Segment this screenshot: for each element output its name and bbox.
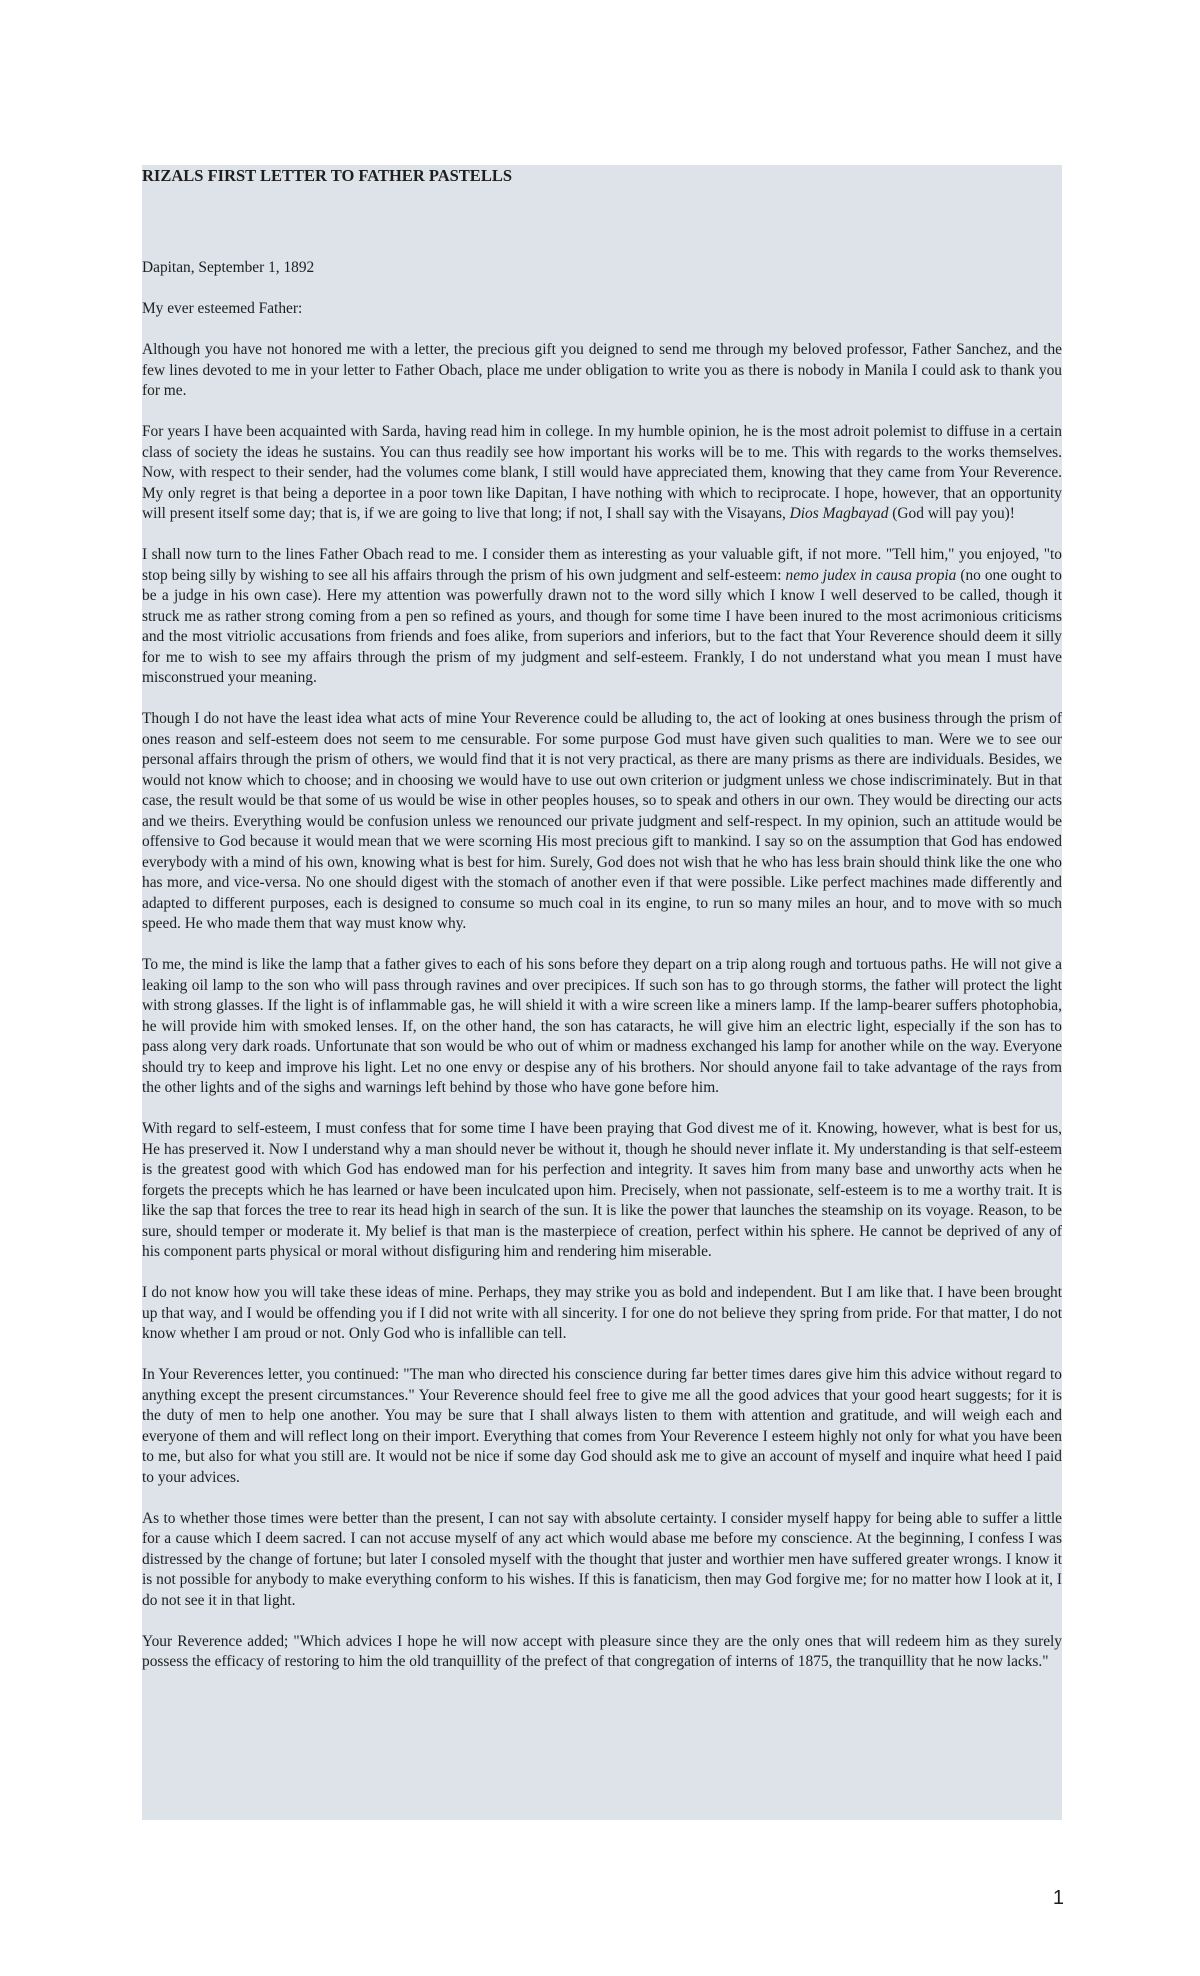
letter-body	[142, 258, 1062, 1693]
paragraph-text: For years I have been acquainted with Sarda, having read him in college. In my humble opinion, he is the most adroit polemist to diffuse in a certain class of society the ideas he sustains. You can thus readily see how important his works will be to me. This with regards to the works themselves. Now, with respect to their sender, had the volumes come blank, I still would have appreciated them, knowing that they came from Your Reverence. My only regret is that being a deportee in a poor town like Dapitan, I have nothing with which to reciprocate. I hope, however, that an opportunity will present itself some day; that is, if we are going to live that long; if not, I shall say with the Visayans,	[142, 423, 1062, 522]
italic-phrase: nemo judex in causa propia	[785, 566, 957, 584]
dateline: Dapitan, September 1, 1892	[142, 259, 315, 276]
paragraph-text: To me, the mind is like the lamp that a father gives to each of his sons before they depart on a trip along rough and tortuous paths. He will not give a leaking oil lamp to the son who will pass through ravines and over precipices. If such son has to go through storms, the father will protect the light with strong glasses. If the light is of inflammable gas, he will shield it with a wire screen like a miners lamp. If the lamp-bearer suffers photophobia, he will provide him with smoked lenses. If, on the other hand, the son has cataracts, he will give him an electric light, especially if the son has to pass along very dark roads. Unfortunate that son would be who out of whim or madness exchanged his lamp for another while on the way. Everyone should try to keep and improve his light. Let no one envy or despise any of his brothers. Nor should anyone fail to take advantage of the rays from the other lights and of the sighs and warnings left behind by those who have gone before him.	[142, 956, 1062, 1096]
page-number: 1	[1052, 1887, 1064, 1909]
paragraph-text: I do not know how you will take these ideas of mine. Perhaps, they may strike you as bold and independent. But I am like that. I have been brought up that way, and I would be offending you if I did not write with all sincerity. I for one do not believe they spring from pride. For that matter, I do not know whether I am proud or not. Only God who is infallible can tell.	[142, 1284, 1062, 1342]
paragraph-4	[142, 709, 1062, 935]
paragraph-8	[142, 1365, 1062, 1488]
salutation: My ever esteemed Father:	[142, 300, 303, 317]
paragraph-text: (no one ought to be a judge in his own case). Here my attention was powerfully drawn not to the word silly which I know I well deserved to be called, though it struck me as rather strong coming from a pen so refined as yours, and though for some time I have been inured to the most acrimonious criticisms and the most vitriolic accusations from friends and foes alike, from superiors and inferiors, but to the fact that Your Reverence should deem it silly for me to wish to see my affairs through the prism of my judgment and self-esteem. Frankly, I do not understand what you mean I must have misconstrued your meaning.	[142, 566, 1062, 686]
paragraph-3	[142, 545, 1062, 689]
italic-phrase: Dios Magbayad	[789, 505, 889, 522]
paragraph-9	[142, 1509, 1062, 1612]
document-title: RIZALS FIRST LETTER TO FATHER PASTELLS	[142, 166, 513, 185]
paragraph-text: With regard to self-esteem, I must confess that for some time I have been praying that God divest me of it. Knowing, however, what is best for us, He has preserved it. Now I understand why a man should never be without it, though he should never inflate it. My understanding is that self-esteem is the greatest good with which God has endowed man for his perfection and integrity. It saves him from many base and unworthy acts when he forgets the precepts which he has learned or have been inculcated upon him. Precisely, when not passionate, self-esteem is to me a worthy trait. It is like the sap that forces the tree to rear its head high in search of the sun. It is like the power that launches the steamship on its voyage. Reason, to be sure, should temper or moderate it. My belief is that man is the masterpiece of creation, perfect within his sphere. He cannot be deprived of any of his component parts physical or moral without disfiguring him and rendering him miserable.	[142, 1120, 1062, 1260]
paragraph-2	[142, 422, 1062, 525]
paragraph-text: Though I do not have the least idea what acts of mine Your Reverence could be alluding to, the act of looking at ones business through the prism of ones reason and self-esteem does not seem to me censurable. For some purpose God must have given such qualities to man. Were we to see our personal affairs through the prism of others, we would find that it is not very practical, as there are many prisms as there are individuals. Besides, we would not know which to choose; and in choosing we would have to use out own criterion or judgment unless we chose indiscriminately. But in that case, the result would be that some of us would be wise in other peoples houses, so to speak and others in our own. They would be directing our acts and we theirs. Everything would be confusion unless we renounced our private judgment and self-respect. In my opinion, such an attitude would be offensive to God because it would mean that we were scorning His most precious gift to mankind. I say so on the assumption that God has endowed everybody with a mind of his own, knowing what is best for him. Surely, God does not wish that he who has less brain should think like the one who has more, and vice-versa. No one should digest with the stomach of another even if that were possible. Like perfect machines made differently and adapted to different purposes, each is designed to consume so much coal in its engine, to run so many miles an hour, and to move with so much speed. He who made them that way must know why.	[142, 710, 1062, 932]
paragraph-5	[142, 955, 1062, 1099]
paragraph-text: In Your Reverences letter, you continued: "The man who directed his conscience during far better times dares give him this advice without regard to anything except the present circumstances." Your Reverence should feel free to give me all the good advices that your good heart suggests; for it is the duty of men to help one another. You may be sure that I shall always listen to them with attention and gratitude, and will weigh each and everyone of them and will reflect long on their import. Everything that comes from Your Reverence I esteem highly not only for what you have been to me, but also for what you still are. It would not be nice if some day God should ask me to give an account of myself and inquire what heed I paid to your advices.	[142, 1366, 1062, 1486]
paragraph-text: (God will pay you)!	[888, 505, 1015, 522]
paragraph-text: I shall now turn to the lines Father Obach read to me. I consider them as interesting as your valuable gift, if not more. "Tell him," you enjoyed, "to stop being silly by wishing to see all his affairs through the prism of his own judgment and self-esteem:	[142, 546, 1062, 584]
paragraph-7	[142, 1283, 1062, 1345]
paragraph-text: Your Reverence added; "Which advices I hope he will now accept with pleasure since they are the only ones that will redeem him as they surely possess the efficacy of restoring to him the old tranquillity of the prefect of that congregation of interns of 1875, the tranquillity that he now lacks."	[142, 1632, 1062, 1670]
paragraph-10	[142, 1632, 1062, 1673]
paragraph-6	[142, 1119, 1062, 1263]
paragraph-text: Although you have not honored me with a letter, the precious gift you deigned to send me through my beloved professor, Father Sanchez, and the few lines devoted to me in your letter to Father Obach, place me under obligation to write you as there is nobody in Manila I could ask to thank you for me.	[142, 341, 1062, 399]
paragraph-1	[142, 340, 1062, 402]
paragraph-text: As to whether those times were better than the present, I can not say with absolute certainty. I consider myself happy for being able to suffer a little for a cause which I deem sacred. I can not accuse myself of any act which would abase me before my conscience. At the beginning, I confess I was distressed by the change of fortune; but later I consoled myself with the thought that juster and worthier men have suffered greater wrongs. I know it is not possible for anybody to make everything conform to his wishes. If this is fanaticism, then may God forgive me; for no matter how I look at it, I do not see it in that light.	[142, 1509, 1062, 1609]
